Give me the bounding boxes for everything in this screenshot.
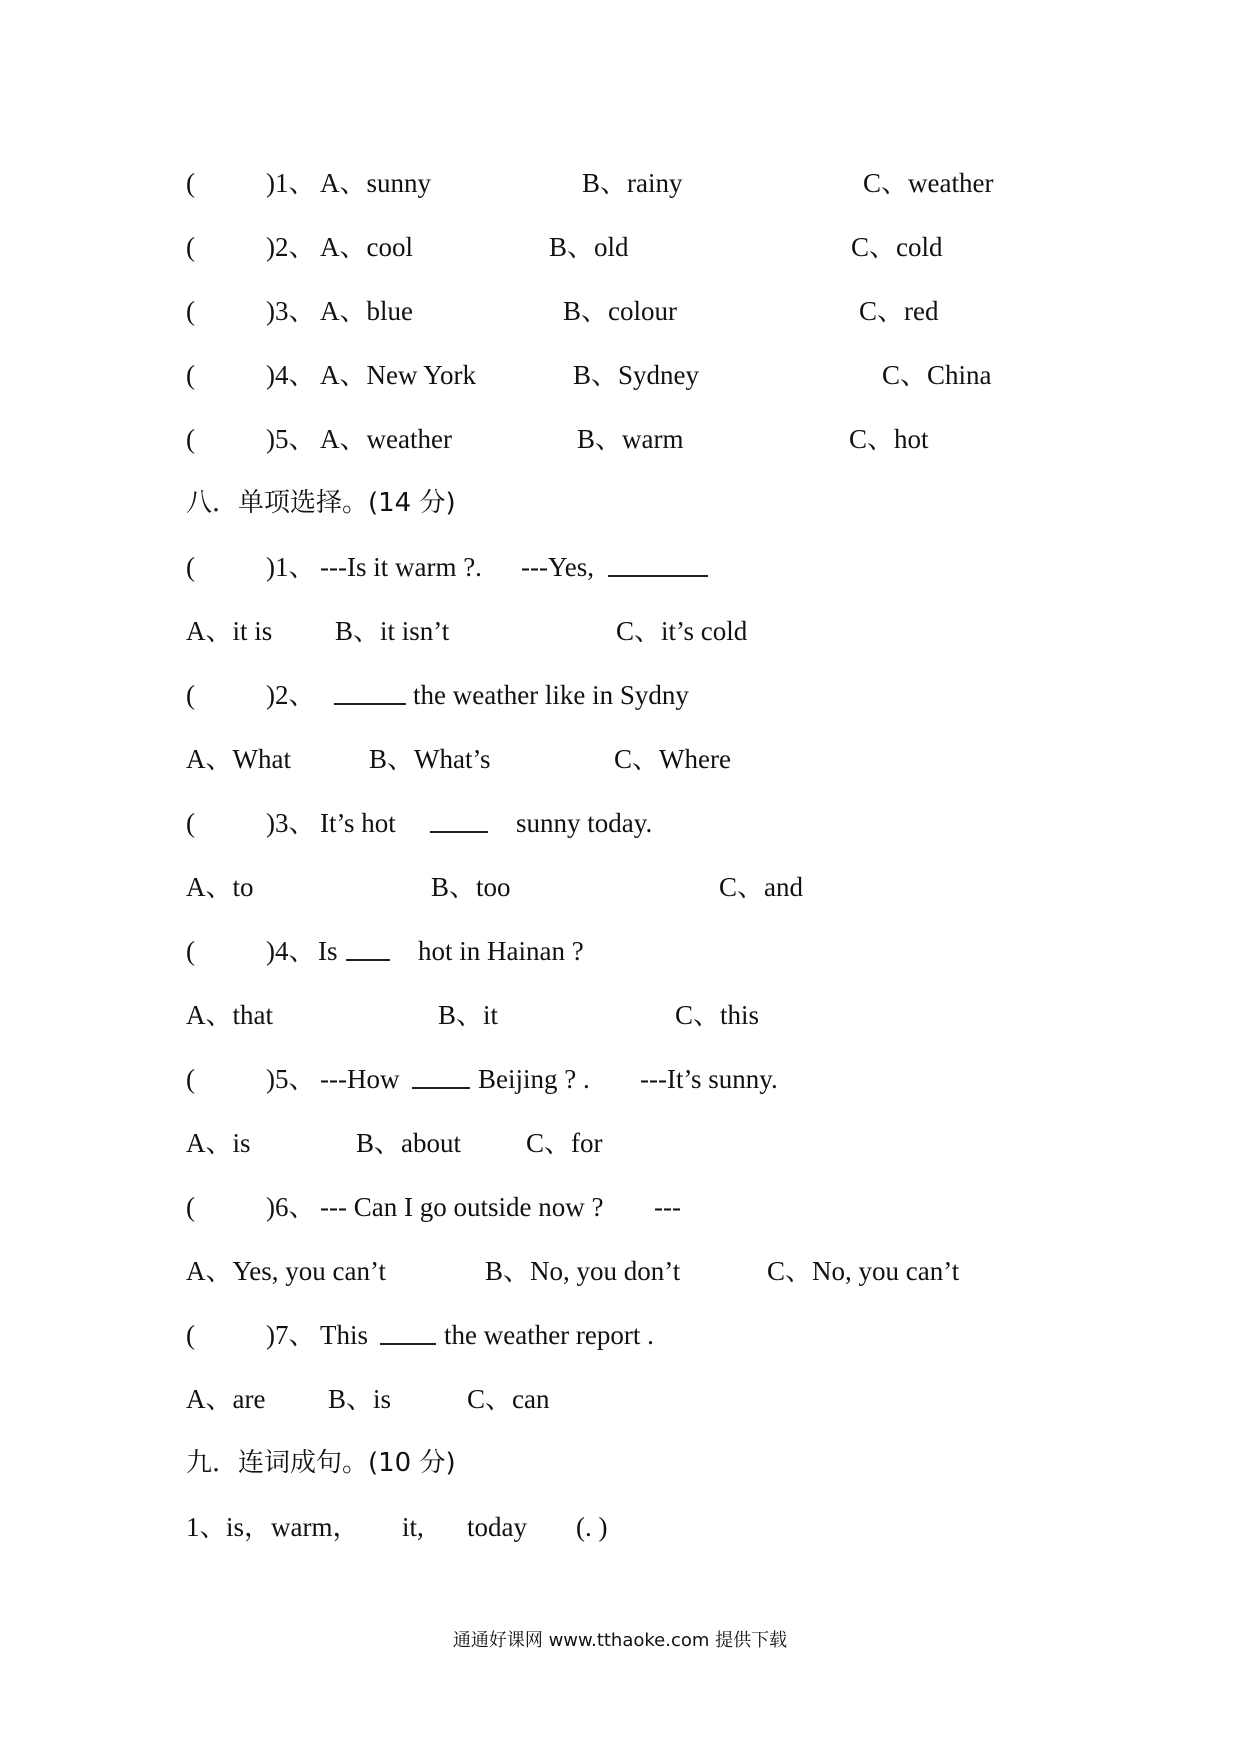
option-a: A、What xyxy=(186,744,291,774)
option-b: B、old xyxy=(549,232,629,262)
question-number: )2、 xyxy=(266,232,316,262)
options-row xyxy=(0,1377,1240,1421)
answer-paren: ( xyxy=(186,936,195,966)
answer-paren: ( xyxy=(186,1320,195,1350)
answer-paren: ( xyxy=(186,424,195,454)
question-reply: ---It’s sunny. xyxy=(640,1064,778,1094)
options-row xyxy=(0,609,1240,653)
question-number: )4、 xyxy=(266,936,316,966)
question-row xyxy=(0,801,1240,845)
question-row xyxy=(0,673,1240,717)
word-group: is，warm， xyxy=(226,1512,360,1542)
section-heading xyxy=(0,1441,1240,1485)
options-row xyxy=(0,865,1240,909)
answer-paren: ( xyxy=(186,360,195,390)
word: it, xyxy=(402,1512,424,1542)
option-c: C、weather xyxy=(863,168,994,198)
option-b: B、rainy xyxy=(582,168,683,198)
word: today xyxy=(467,1512,527,1542)
punctuation-hint: (. ) xyxy=(576,1512,608,1542)
option-c: C、Where xyxy=(614,744,731,774)
question-row xyxy=(0,1057,1240,1101)
option-c: C、it’s cold xyxy=(616,616,748,646)
answer-paren: ( xyxy=(186,808,195,838)
option-c: C、can xyxy=(467,1384,550,1414)
option-b: B、Sydney xyxy=(573,360,700,390)
option-b: B、it xyxy=(438,1000,499,1030)
option-a: A、weather xyxy=(320,424,452,454)
option-c: C、cold xyxy=(851,232,943,262)
question-row xyxy=(0,225,1240,269)
option-b: B、about xyxy=(356,1128,461,1158)
question-row xyxy=(0,545,1240,589)
question-number: )7、 xyxy=(266,1320,316,1350)
question-number: )3、 xyxy=(266,808,316,838)
question-text: ---Is it warm ?. xyxy=(320,552,482,582)
question-row xyxy=(0,161,1240,205)
section-9-heading: 九．连词成句。(10 分) xyxy=(186,1448,456,1478)
question-text: hot in Hainan ? xyxy=(418,936,584,966)
question-number: )4、 xyxy=(266,360,316,390)
option-a: A、blue xyxy=(320,296,413,326)
answer-paren: ( xyxy=(186,168,195,198)
answer-paren: ( xyxy=(186,296,195,326)
section-8-heading: 八．单项选择。(14 分) xyxy=(186,488,456,518)
answer-paren: ( xyxy=(186,232,195,262)
question-row xyxy=(0,1505,1240,1549)
option-a: A、it is xyxy=(186,616,273,646)
option-c: C、No, you can’t xyxy=(767,1256,960,1286)
question-text: ---How xyxy=(320,1064,400,1094)
option-a: A、are xyxy=(186,1384,266,1414)
answer-paren: ( xyxy=(186,552,195,582)
option-a: A、New York xyxy=(320,360,477,390)
options-row xyxy=(0,993,1240,1037)
question-number: )1、 xyxy=(266,168,316,198)
option-a: A、cool xyxy=(320,232,413,262)
question-text: Beijing ? . xyxy=(478,1064,590,1094)
question-number: )5、 xyxy=(266,1064,316,1094)
question-text: the weather report . xyxy=(444,1320,654,1350)
answer-paren: ( xyxy=(186,680,195,710)
question-number: )2、 xyxy=(266,680,316,710)
question-text: Is xyxy=(318,936,338,966)
answer-blank xyxy=(412,1057,470,1089)
question-row xyxy=(0,929,1240,973)
question-text: --- Can I go outside now ? xyxy=(320,1192,604,1222)
option-c: C、this xyxy=(675,1000,760,1030)
answer-blank xyxy=(346,929,390,961)
answer-paren: ( xyxy=(186,1192,195,1222)
question-row xyxy=(0,1313,1240,1357)
option-b: B、too xyxy=(431,872,511,902)
option-a: A、that xyxy=(186,1000,273,1030)
option-c: C、for xyxy=(526,1128,603,1158)
option-c: C、red xyxy=(859,296,939,326)
question-text: It’s hot xyxy=(320,808,396,838)
question-reply: --- xyxy=(654,1192,681,1222)
answer-paren: ( xyxy=(186,1064,195,1094)
question-number: )3、 xyxy=(266,296,316,326)
option-b: B、No, you don’t xyxy=(485,1256,681,1286)
question-row xyxy=(0,417,1240,461)
section-heading xyxy=(0,481,1240,525)
option-b: B、is xyxy=(328,1384,392,1414)
option-a: A、is xyxy=(186,1128,251,1158)
answer-blank xyxy=(380,1313,436,1345)
question-reply: ---Yes, xyxy=(521,552,595,582)
option-c: C、and xyxy=(719,872,803,902)
option-a: A、sunny xyxy=(320,168,432,198)
answer-blank xyxy=(608,545,708,577)
question-number: )5、 xyxy=(266,424,316,454)
option-c: C、hot xyxy=(849,424,929,454)
option-a: A、to xyxy=(186,872,254,902)
question-number: )6、 xyxy=(266,1192,316,1222)
option-b: B、warm xyxy=(577,424,684,454)
question-number: 1、 xyxy=(186,1512,227,1542)
question-text: This xyxy=(320,1320,369,1350)
question-row xyxy=(0,1185,1240,1229)
option-b: B、What’s xyxy=(369,744,491,774)
question-text: the weather like in Sydny xyxy=(413,680,689,710)
option-b: B、it isn’t xyxy=(335,616,450,646)
question-row xyxy=(0,289,1240,333)
options-row xyxy=(0,1121,1240,1165)
footer-watermark: 通通好课网 www.tthaoke.com 提供下载 xyxy=(452,1630,788,1651)
options-row xyxy=(0,737,1240,781)
answer-blank xyxy=(430,801,488,833)
option-c: C、China xyxy=(882,360,992,390)
question-row xyxy=(0,353,1240,397)
options-row xyxy=(0,1249,1240,1293)
question-text: sunny today. xyxy=(516,808,653,838)
option-a: A、Yes, you can’t xyxy=(186,1256,387,1286)
option-b: B、colour xyxy=(563,296,677,326)
answer-blank xyxy=(334,673,406,705)
question-number: )1、 xyxy=(266,552,316,582)
